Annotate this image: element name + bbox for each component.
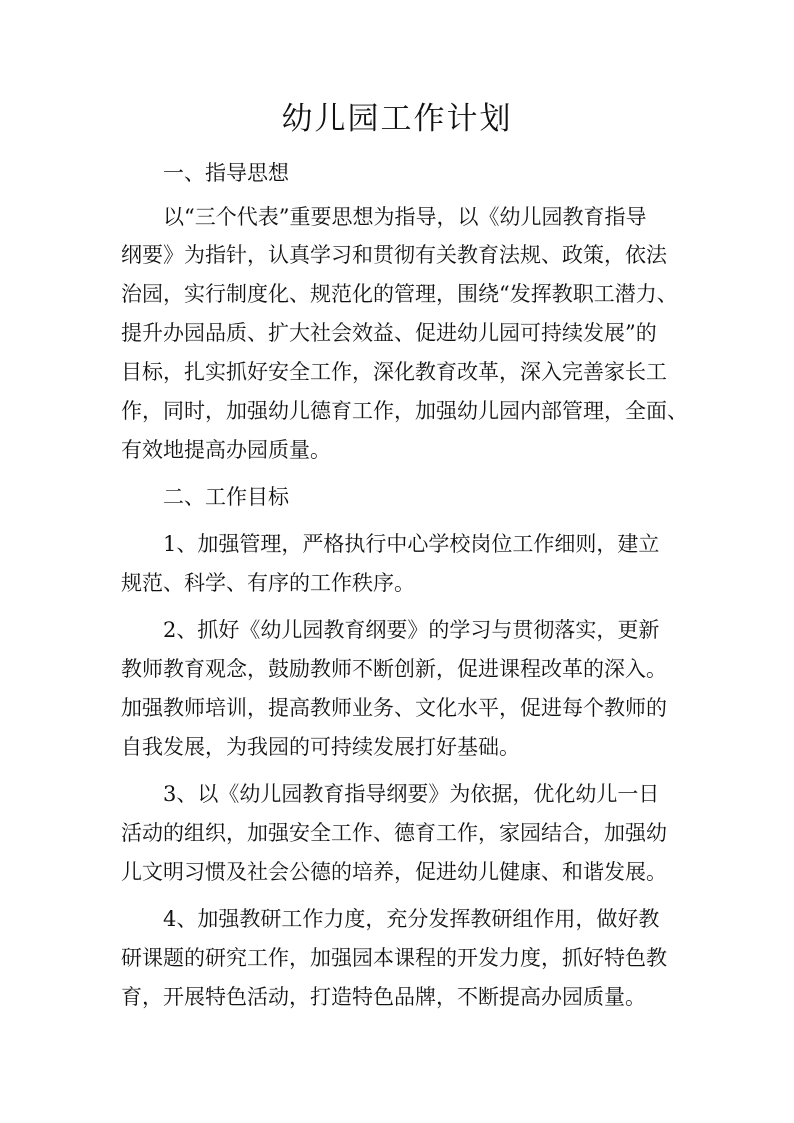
paragraph-line: 目标，扎实抓好安全工作，深化教育改革，深入完善家长工 <box>121 360 667 384</box>
section-heading-guiding-ideology: 一、指导思想 <box>163 161 289 185</box>
paragraph-line: 自我发展，为我园的可持续发展打好基础。 <box>121 735 520 759</box>
paragraph-line: 4、加强教研工作力度，充分发挥教研组作用，做好教 <box>163 907 660 931</box>
paragraph-line: 1、加强管理，严格执行中心学校岗位工作细则，建立 <box>163 532 660 556</box>
paragraph-line: 治园，实行制度化、规范化的管理，围绕“发挥教职工潜力、 <box>121 282 678 306</box>
paragraph-line: 加强教师培训，提高教师业务、文化水平，促进每个教师的 <box>121 696 667 720</box>
section-heading-work-goals: 二、工作目标 <box>163 485 289 509</box>
paragraph-line: 提升办园品质、扩大社会效益、促进幼儿园可持续发展”的 <box>121 321 657 345</box>
paragraph-line: 育，开展特色活动，打造特色品牌，不断提高办园质量。 <box>121 985 646 1009</box>
paragraph-line: 作，同时，加强幼儿德育工作，加强幼儿园内部管理，全面、 <box>121 399 688 423</box>
paragraph-line: 纲要》为指针，认真学习和贯彻有关教育法规、政策，依法 <box>121 243 667 267</box>
paragraph-line: 3、以《幼儿园教育指导纲要》为依据，优化幼儿一日 <box>163 782 660 806</box>
paragraph-line: 以“三个代表”重要思想为指导，以《幼儿园教育指导 <box>163 205 647 229</box>
document-title: 幼儿园工作计划 <box>281 101 513 137</box>
paragraph-line: 教师教育观念，鼓励教师不断创新，促进课程改革的深入。 <box>121 657 667 681</box>
paragraph-line: 研课题的研究工作，加强园本课程的开发力度，抓好特色教 <box>121 946 667 970</box>
paragraph-line: 2、抓好《幼儿园教育纲要》的学习与贯彻落实，更新 <box>163 618 660 642</box>
paragraph-line: 规范、科学、有序的工作秩序。 <box>121 571 415 595</box>
paragraph-line: 儿文明习惯及社会公德的培养，促进幼儿健康、和谐发展。 <box>121 860 667 884</box>
paragraph-line: 有效地提高办园质量。 <box>121 438 331 462</box>
paragraph-line: 活动的组织，加强安全工作、德育工作，家园结合，加强幼 <box>121 821 667 845</box>
